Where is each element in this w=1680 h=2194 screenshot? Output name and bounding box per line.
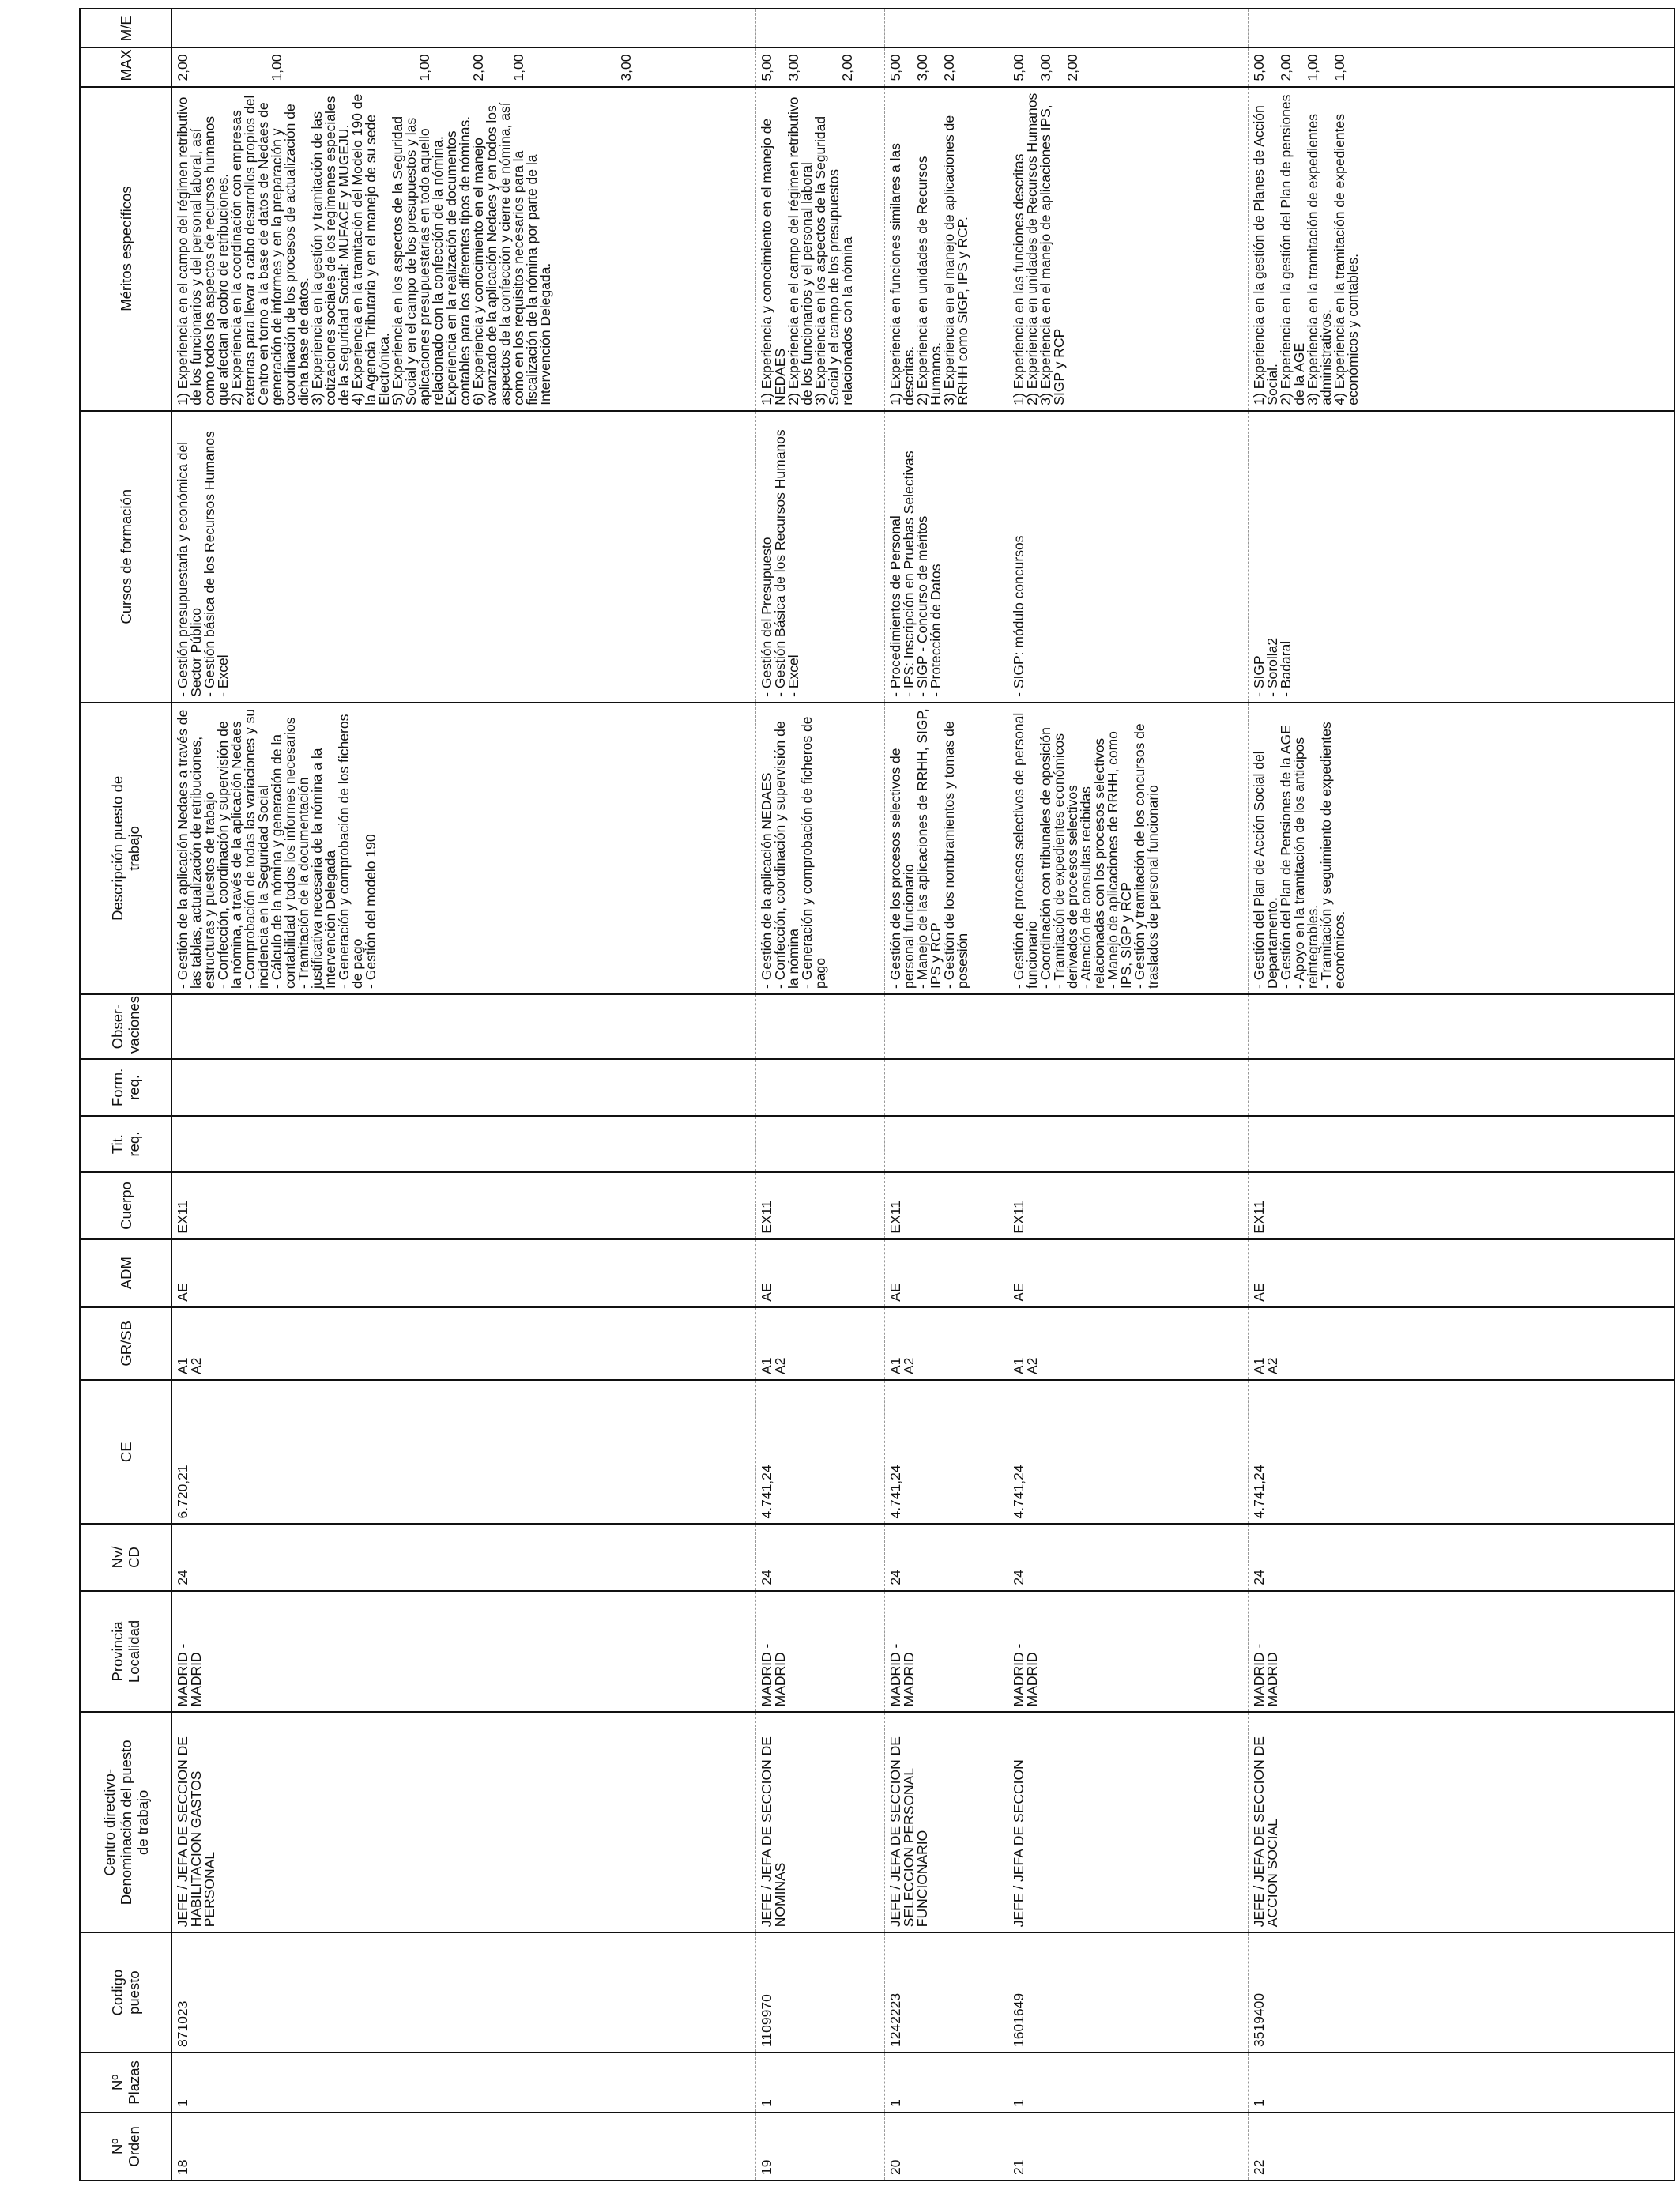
cell-max: 5,00 3,00 2,00 <box>756 47 885 86</box>
cell-form <box>756 1059 885 1116</box>
cell-obs <box>756 994 885 1059</box>
cell-cuerpo: EX11 <box>1008 1172 1249 1238</box>
header-cuerpo: Cuerpo <box>80 1172 171 1238</box>
cell-form <box>1249 1059 1675 1116</box>
cell-centro: JEFE / JEFA DE SECCION <box>1008 1712 1249 1932</box>
cell-orden: 19 <box>756 2113 885 2181</box>
header-obs: Obser- vaciones <box>80 994 171 1059</box>
cell-provincia: MADRID - MADRID <box>756 1591 885 1713</box>
cell-provincia: MADRID - MADRID <box>885 1591 1008 1713</box>
cell-ce: 4.741,24 <box>756 1380 885 1525</box>
cell-ce: 4.741,24 <box>1008 1380 1249 1525</box>
cell-me <box>1008 9 1249 47</box>
header-max: MAX <box>80 47 171 86</box>
header-codigo: Codigo puesto <box>80 1932 171 2053</box>
cell-orden: 20 <box>885 2113 1008 2181</box>
header-me: M/E <box>80 9 171 47</box>
cell-nv: 24 <box>1249 1524 1675 1590</box>
cell-me <box>885 9 1008 47</box>
table-row <box>885 9 1008 2181</box>
cell-gr: A1 A2 <box>1249 1307 1675 1380</box>
cell-me <box>1249 9 1675 47</box>
cell-plazas: 1 <box>885 2053 1008 2113</box>
cell-cuerpo: EX11 <box>171 1172 756 1238</box>
cell-plazas: 1 <box>1249 2053 1675 2113</box>
cell-obs <box>1008 994 1249 1059</box>
header-meritos: Méritos específicos <box>80 87 171 411</box>
cell-ce: 4.741,24 <box>1249 1380 1675 1525</box>
cell-orden: 21 <box>1008 2113 1249 2181</box>
cell-orden: 22 <box>1249 2113 1675 2181</box>
cell-obs <box>1249 994 1675 1059</box>
cell-centro: JEFE / JEFA DE SECCION DE SELECCION PERSONAL FUNCIONARIO <box>885 1712 1008 1932</box>
cell-cursos: - Gestión presupuestaria y económica del Sector Público - Gestión básica de los Recursos Humanos - Excel <box>171 411 756 703</box>
cell-gr: A1 A2 <box>1008 1307 1249 1380</box>
cell-tit <box>885 1116 1008 1173</box>
cell-adm: AE <box>1249 1239 1675 1307</box>
cell-gr: A1 A2 <box>885 1307 1008 1380</box>
cell-provincia: MADRID - MADRID <box>1008 1591 1249 1713</box>
cell-codigo: 1242223 <box>885 1932 1008 2053</box>
cell-descripcion: - Gestión de procesos selectivos de personal funcionario - Coordinación con tribunales de oposición - Tramitación de expedientes económicos derivados de procesos selectivos - Atención de consultas recibidas relacionadas con los procesos selectivos - Manejo de aplicaciones de RRHH, como IPS, SIGP y RCP - Gestión y tramitación de los concursos de traslados de personal funcionario <box>1008 703 1249 994</box>
cell-plazas: 1 <box>1008 2053 1249 2113</box>
header-nv: Nv/ CD <box>80 1524 171 1590</box>
cell-cuerpo: EX11 <box>885 1172 1008 1238</box>
cell-nv: 24 <box>1008 1524 1249 1590</box>
cell-form <box>885 1059 1008 1116</box>
cell-form <box>171 1059 756 1116</box>
cell-max: 2,00 1,00 1,00 2,00 1,00 3,00 <box>171 47 756 86</box>
header-orden: Nº Orden <box>80 2113 171 2181</box>
header-gr: GR/SB <box>80 1307 171 1380</box>
table-row <box>171 9 756 2181</box>
cell-obs <box>171 994 756 1059</box>
cell-cursos: - SIGP: módulo concursos <box>1008 411 1249 703</box>
cell-adm: AE <box>885 1239 1008 1307</box>
cell-descripcion: - Gestión de la aplicación NEDAES - Confección, coordinación y supervisión de la nómina - Generación y comprobación de ficheros de pago <box>756 703 885 994</box>
cell-max: 5,00 2,00 1,00 1,00 <box>1249 47 1675 86</box>
cell-obs <box>885 994 1008 1059</box>
cell-descripcion: - Gestión del Plan de Acción Social del Departamento. - Gestión del Plan de Pensiones de la AGE - Apoyo en la tramitación de los anticipos reintegrables. - Tramitación y seguimiento de expedientes económicos. <box>1249 703 1675 994</box>
cell-gr: A1 A2 <box>171 1307 756 1380</box>
cell-adm: AE <box>1008 1239 1249 1307</box>
cell-codigo: 1109970 <box>756 1932 885 2053</box>
cell-adm: AE <box>171 1239 756 1307</box>
cell-plazas: 1 <box>171 2053 756 2113</box>
header-ce: CE <box>80 1380 171 1525</box>
cell-tit <box>171 1116 756 1173</box>
cell-cuerpo: EX11 <box>1249 1172 1675 1238</box>
cell-ce: 4.741,24 <box>885 1380 1008 1525</box>
cell-cuerpo: EX11 <box>756 1172 885 1238</box>
header-adm: ADM <box>80 1239 171 1307</box>
header-tit: Tit. req. <box>80 1116 171 1173</box>
cell-tit <box>1008 1116 1249 1173</box>
cell-provincia: MADRID - MADRID <box>1249 1591 1675 1713</box>
cell-ce: 6.720,21 <box>171 1380 756 1525</box>
cell-plazas: 1 <box>756 2053 885 2113</box>
cell-meritos: 1) Experiencia en funciones similares a las descritas. 2) Experiencia en unidades de Recursos Humanos. 3) Experiencia en el manejo de aplicaciones de RRHH como SIGP, IPS y RCP. <box>885 87 1008 411</box>
cell-centro: JEFE / JEFA DE SECCION DE ACCION SOCIAL <box>1249 1712 1675 1932</box>
cell-max: 5,00 3,00 2,00 <box>885 47 1008 86</box>
cell-descripcion: - Gestión de los procesos selectivos de personal funcionario - Manejo de las aplicaciones de RRHH, SIGP, IPS y RCP - Gestión de los nombramientos y tomas de posesión <box>885 703 1008 994</box>
table-row <box>1249 9 1675 2181</box>
cell-me <box>171 9 756 47</box>
cell-tit <box>1249 1116 1675 1173</box>
cell-adm: AE <box>756 1239 885 1307</box>
cell-cursos: - Gestión del Presupuesto - Gestión Básica de los Recursos Humanos - Excel <box>756 411 885 703</box>
cell-gr: A1 A2 <box>756 1307 885 1380</box>
header-row <box>80 9 171 2181</box>
header-form: Form. req. <box>80 1059 171 1116</box>
cell-codigo: 3519400 <box>1249 1932 1675 2053</box>
cell-cursos: - Procedimientos de Personal - IPS: Inscripción en Pruebas Selectivas - SIGP - Concurso de méritos - Protección de Datos <box>885 411 1008 703</box>
header-plazas: Nº Plazas <box>80 2053 171 2113</box>
rotated-table-stage <box>79 8 1652 2181</box>
table-row <box>1008 9 1249 2181</box>
cell-meritos: 1) Experiencia en el campo del régimen retributivo de los funcionarios y del personal laboral, así como todos los aspectos de recursos humanos que afectan al cobro de retribuciones. 2) Experiencia en la coordinación con empresas externas para llevar a cabo desarrollos propios del Centro en torno a la base de datos de Nedaes de generación de informes y en la preparación y coordinación de los procesos de actualización de dicha base de datos. 3) Experiencia en la gestión y tramitación de las cotizaciones sociales de los regímenes especiales de la Seguridad Social: MUFACE y MUGEJU. 4) Experiencia en la tramitación del Modelo 190 de la Agencia Tributaria y en el manejo de su sede Electrónica. 5) Experiencia en los aspectos de la Seguridad Social y en el campo de los presupuestos y las aplicaciones presupuestarias en todo aquello relacionado con la confección de la nómina. Experiencia en la realización de documentos contables para los diferentes tipos de nóminas. 6) Experiencia y conocimiento en el manejo avanzado de la aplicación Nedaes y en todos los aspectos de la confección y cierre de nómina, así como en los requisitos necesarios para la fiscalización de la nómina por parte de la Intervención Delegada. <box>171 87 756 411</box>
cell-codigo: 871023 <box>171 1932 756 2053</box>
cell-meritos: 1) Experiencia en las funciones descritas 2) Experiencia en unidades de Recursos Humanos 3) Experiencia en el manejo de aplicaciones IPS, SIGP y RCP <box>1008 87 1249 411</box>
header-cursos: Cursos de formación <box>80 411 171 703</box>
cell-centro: JEFE / JEFA DE SECCION DE NOMINAS <box>756 1712 885 1932</box>
cell-nv: 24 <box>171 1524 756 1590</box>
header-descripcion: Descripción puesto de trabajo <box>80 703 171 994</box>
cell-descripcion: - Gestión de la aplicación Nedaes a través de las tablas, actualización de retribuciones, estructuras y puestos de trabajo - Confección, coordinación y supervisión de la nómina, a través de la aplicación Nedaes - Comprobación de todas las variaciones y su incidencia en la Seguridad Social - Cálculo de la nómina y generación de la contabilidad y todos los informes necesarios - Tramitación de la documentación justificativa necesaria de la nómina a la Intervención Delegada - Generación y comprobación de los ficheros de pago - Gestión del modelo 190 <box>171 703 756 994</box>
cell-form <box>1008 1059 1249 1116</box>
table-row <box>756 9 885 2181</box>
cell-me <box>756 9 885 47</box>
cell-cursos: - SIGP - Sorolla2 - Badaral <box>1249 411 1675 703</box>
cell-nv: 24 <box>756 1524 885 1590</box>
cell-centro: JEFE / JEFA DE SECCION DE HABILITACION GASTOS PERSONAL <box>171 1712 756 1932</box>
header-provincia: Provincia Localidad <box>80 1591 171 1713</box>
header-centro: Centro directivo- Denominación del puesto de trabajo <box>80 1712 171 1932</box>
cell-meritos: 1) Experiencia y conocimiento en el manejo de NEDAES 2) Experiencia en el campo del régimen retributivo de los funcionarios y el personal laboral 3) Experiencia en los aspectos de la Seguridad Social y el campo de los presupuestos relacionados con la nómina <box>756 87 885 411</box>
cell-tit <box>756 1116 885 1173</box>
cell-codigo: 1601649 <box>1008 1932 1249 2053</box>
cell-orden: 18 <box>171 2113 756 2181</box>
cell-max: 5,00 3,00 2,00 <box>1008 47 1249 86</box>
cell-meritos: 1) Experiencia en la gestión de Planes de Acción Social. 2) Experiencia en la gestión del Plan de pensiones de la AGE 3) Experiencia en la tramitación de expedientes administrativos. 4) Experiencia en la tramitación de expedientes económicos y contables. <box>1249 87 1675 411</box>
positions-table <box>79 8 1675 2181</box>
cell-provincia: MADRID - MADRID <box>171 1591 756 1713</box>
cell-nv: 24 <box>885 1524 1008 1590</box>
